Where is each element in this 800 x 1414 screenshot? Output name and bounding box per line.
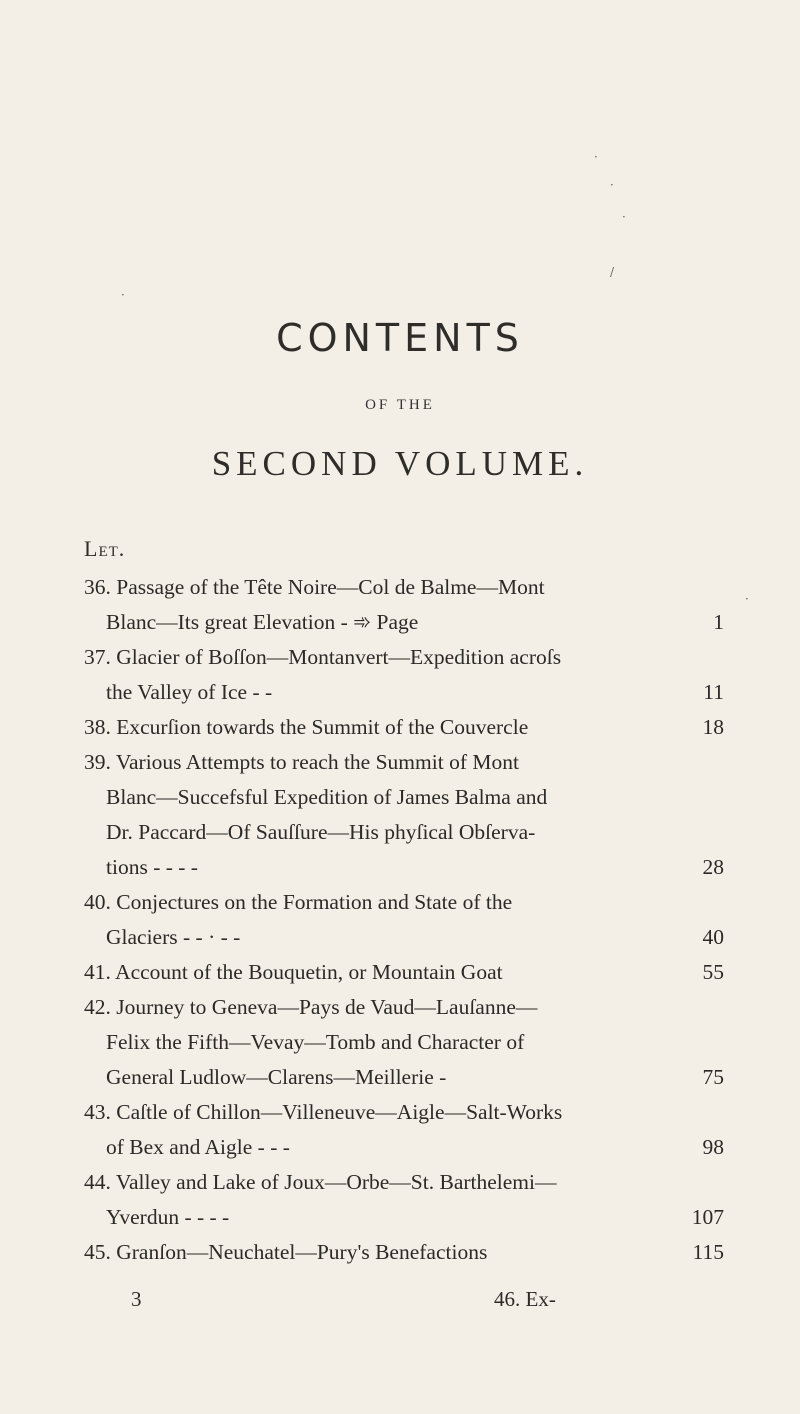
entry-page: 55 xyxy=(702,960,724,984)
entry-page: 107 xyxy=(691,1205,724,1229)
entry-text: Glaciers - - · - - xyxy=(106,925,241,949)
page-footer xyxy=(0,1287,800,1327)
entry-line xyxy=(84,715,724,751)
entry-line xyxy=(84,1170,724,1206)
entry-line xyxy=(106,855,724,891)
of-the-label: OF THE xyxy=(365,397,435,413)
entry-text: the Valley of Ice - - xyxy=(106,680,273,704)
entry-text: 40. Conjectures on the Formation and State of the xyxy=(84,890,513,914)
entry-line xyxy=(106,820,724,856)
entry-page: 1 xyxy=(713,610,724,634)
contents-title: CONTENTS xyxy=(276,316,524,360)
entry-line xyxy=(106,1205,724,1241)
entry-text: 41. Account of the Bouquetin, or Mountain Goat xyxy=(84,960,503,984)
entry-line xyxy=(84,575,724,611)
entry-line xyxy=(84,750,724,786)
entry-text: 43. Caſtle of Chillon—Villeneuve—Aigle—Salt-Works xyxy=(84,1100,563,1124)
entry-line xyxy=(106,925,724,961)
entry-line xyxy=(106,1135,724,1171)
catchword: 46. Ex- xyxy=(494,1287,556,1311)
entry-line xyxy=(84,1240,724,1276)
entry-line xyxy=(106,680,724,716)
entry-text: General Ludlow—Clarens—Meillerie - xyxy=(106,1065,447,1089)
entry-text: 37. Glacier of Boſſon—Montanvert—Expedition acroſs xyxy=(84,645,562,669)
entry-text: 44. Valley and Lake of Joux—Orbe—St. Barthelemi— xyxy=(84,1170,557,1194)
entry-page: 98 xyxy=(702,1135,724,1159)
entry-page: 115 xyxy=(692,1240,724,1264)
entry-page: 28 xyxy=(702,855,724,879)
entry-line xyxy=(84,1100,724,1136)
entry-page: 75 xyxy=(702,1065,724,1089)
entry-line xyxy=(106,1065,724,1101)
signature-mark: 3 xyxy=(131,1287,142,1311)
entry-text: 36. Passage of the Tête Noire—Col de Balme—Mont xyxy=(84,575,545,599)
entry-text: 39. Various Attempts to reach the Summit of Mont xyxy=(84,750,519,774)
entry-line xyxy=(84,890,724,926)
entry-text: Dr. Paccard—Of Sauſſure—His phyſical Obſerva- xyxy=(106,820,536,844)
entry-line xyxy=(84,960,724,996)
entry-line xyxy=(106,1030,724,1066)
entry-page: 11 xyxy=(703,680,724,704)
entry-line xyxy=(84,645,724,681)
entry-text: Yverdun - - - - xyxy=(106,1205,230,1229)
entry-text: Felix the Fifth—Vevay—Tomb and Character of xyxy=(106,1030,525,1054)
entry-text: tions - - - - xyxy=(106,855,198,879)
entry-line xyxy=(106,610,724,646)
entry-text: 38. Excurſion towards the Summit of the Couvercle xyxy=(84,715,529,739)
entry-text: 42. Journey to Geneva—Pays de Vaud—Lauſanne— xyxy=(84,995,538,1019)
book-page: · · · / · · CONTENTS OF THE SECOND VOLUME. Let. 36. Passage of the Tête Noire—Col de Balme—Mont Blanc—Its great Elevation - ➾ Page 1 37. Glacier of Boſſon—Montanvert—Expedition acroſs the Valley of Ice - - 11 38. Excurſion towards the Summit of the Couvercle 18 39. Various Attempts to reach the Summit of Mont Blanc—Succefsful Expedition of James Balma and Dr. Paccard—Of Sauſſure—His phyſical Obſerva- tions - - - - 28 40. Conjectures on the Formation and State of the Glaciers - - · - - 40 41. Account of the Bouquetin, or Mountain Goat 55 42. Journey to Geneva—Pays de Vaud—Lauſanne— Felix the Fifth—Vevay—Tomb and Character of General Ludlow—Clarens—Meillerie - 75 43. Caſtle of Chillon—Villeneuve—Aigle—Salt-Works of Bex and Aigle - - - 98 44. Valley and Lake of Joux—Orbe—St. Barthelemi— Yverdun - - - - 107 45. Granſon—Neuchatel—Pury's Benefactions 115 3 46. Ex- xyxy=(0,0,800,1414)
entry-text: 45. Granſon—Neuchatel—Pury's Benefactions xyxy=(84,1240,488,1264)
entry-text: Blanc—Succefsful Expedition of James Balma and xyxy=(106,785,548,809)
entry-line xyxy=(106,785,724,821)
entry-line xyxy=(84,995,724,1031)
entry-page: 18 xyxy=(702,715,724,739)
entry-text: of Bex and Aigle - - - xyxy=(106,1135,290,1159)
volume-title: SECOND VOLUME. xyxy=(211,444,589,483)
entry-page: 40 xyxy=(702,925,724,949)
entry-text: Blanc—Its great Elevation - ➾ Page xyxy=(106,610,419,634)
letter-column-header: Let. xyxy=(84,536,126,561)
